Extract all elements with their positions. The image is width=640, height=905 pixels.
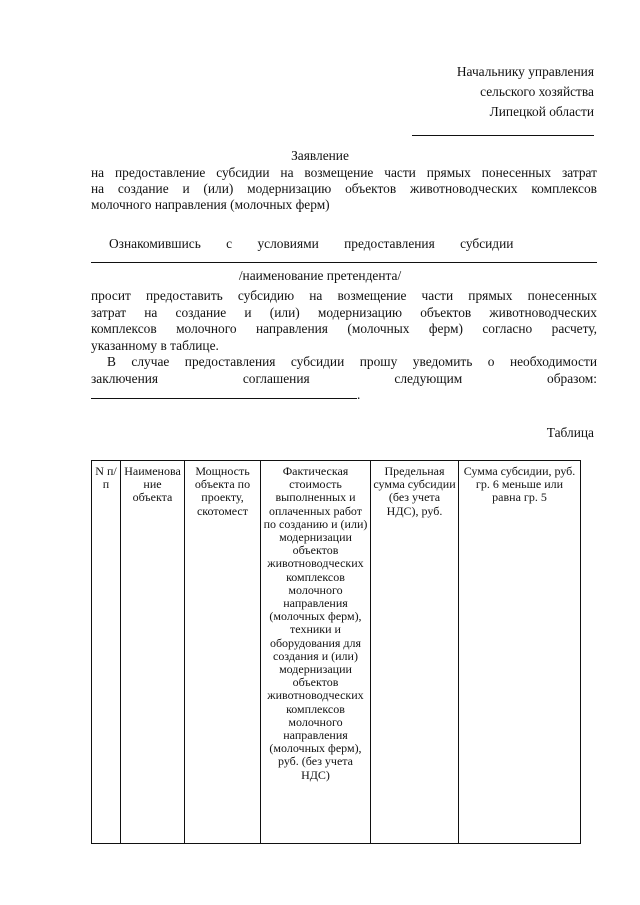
- subtitle-line: на предоставление субсидии на возмещение части прямых понесенных затрат: [91, 165, 597, 180]
- addressee-line: Липецкой области: [489, 104, 594, 119]
- notify-line: заключения соглашения следующим образом:: [91, 370, 597, 386]
- applicant-caption: /наименование претендента/: [238, 268, 402, 283]
- request-line: затрат на создание и (или) модернизацию объектов животноводческих: [91, 304, 597, 320]
- addressee-line: сельского хозяйства: [480, 84, 594, 99]
- notify-blank-line: [91, 388, 357, 399]
- subtitle-line: молочного направления (молочных ферм): [91, 197, 330, 212]
- table-header-cell: Предельная сумма субсидии (без учета НДС), руб.: [371, 461, 459, 844]
- table-header-cell: Мощность объекта по проекту, скотомест: [185, 461, 261, 844]
- addressee-line: Начальнику управления: [456, 64, 594, 79]
- intro-line: Ознакомившись с условиями предоставления субсидии: [109, 236, 514, 251]
- addressee-blank-line: [412, 125, 594, 136]
- notify-line: В случае предоставления субсидии прошу уведомить о необходимости: [107, 354, 597, 369]
- table-header-cell: Сумма субсидии, руб. гр. 6 меньше или равна гр. 5: [459, 461, 581, 844]
- request-paragraph: [91, 288, 597, 404]
- document-subtitle: [91, 165, 597, 213]
- table-label: Таблица: [546, 425, 594, 440]
- notify-blank-row: [91, 387, 597, 404]
- table-header-cell: N п/п: [92, 461, 121, 844]
- table-header-row: [92, 461, 581, 844]
- request-line: указанному в таблице.: [91, 337, 219, 353]
- addressee-block: [412, 62, 594, 142]
- calculation-table: [91, 460, 581, 844]
- applicant-blank-line: [91, 262, 597, 263]
- subtitle-line: на создание и (или) модернизацию объектов животноводческих комплексов: [91, 181, 597, 196]
- notify-end: .: [357, 387, 361, 402]
- document-title: Заявление: [291, 148, 349, 163]
- intro-paragraph: [91, 235, 597, 252]
- table-header-cell: Фактическая стоимость выполненных и оплаченных работ по созданию и (или) модернизации объектов животноводческих комплексов молочного направления (молочных ферм), техники и оборудования для создания и (или) модернизации объектов животноводческих комплексов молочного направления (молочных ферм), руб. (без учета НДС): [261, 461, 371, 844]
- request-line: просит предоставить субсидию на возмещение части прямых понесенных: [91, 288, 597, 303]
- table-header-cell: Наименование объекта: [121, 461, 185, 844]
- request-line: комплексов молочного направления (молочных ферм) согласно расчету,: [91, 321, 597, 336]
